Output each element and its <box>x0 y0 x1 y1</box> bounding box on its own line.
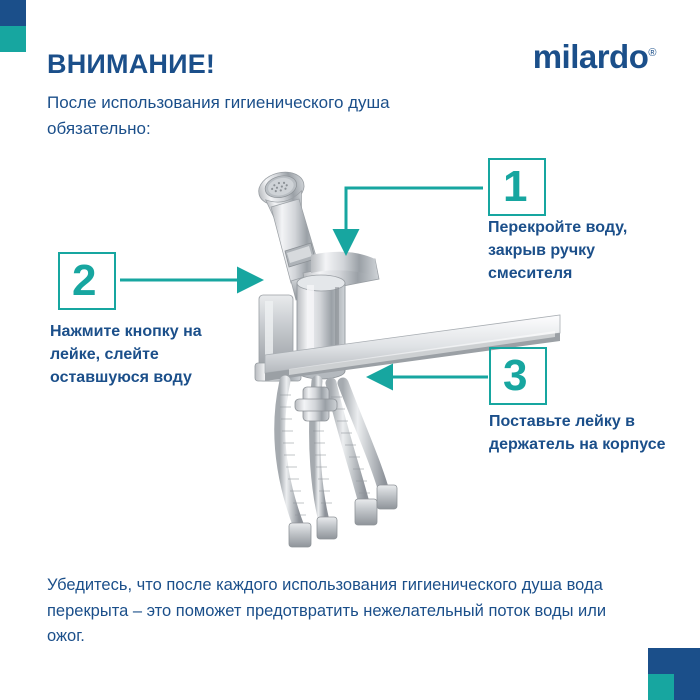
callout-3-text: Поставьте лейку в держатель на корпусе <box>489 413 666 454</box>
corner-square-bottom-right-teal <box>648 674 674 700</box>
corner-square-top-left-blue <box>0 0 26 26</box>
corner-square-bottom-right-blue <box>674 648 700 700</box>
hose-connectors <box>289 485 397 547</box>
brand-logo <box>533 38 656 76</box>
callout-2-number: 2 <box>72 256 97 305</box>
footer-note: Убедитесь, что после каждого использования гигиенического душа вода перекрыта – это поможет предотвратить нежелательный поток воды или ожог. <box>47 576 607 646</box>
callout-1-number: 1 <box>503 162 528 211</box>
callout-2-text: Нажмите кнопку на лейке, слейте оставшуюся воду <box>50 323 202 387</box>
corner-square-bottom-right-blue-2 <box>648 648 674 674</box>
corner-square-top-left-teal <box>0 26 26 52</box>
page-subtitle: После использования гигиенического душа обязательно: <box>47 93 390 138</box>
brand-logo-text: milardo <box>532 38 649 75</box>
page-title: ВНИМАНИЕ! <box>47 49 216 79</box>
callout-3-number: 3 <box>503 351 528 400</box>
registered-mark: ® <box>648 47 656 59</box>
callout-1-text: Перекройте воду, закрыв ручку смесителя <box>488 219 628 283</box>
